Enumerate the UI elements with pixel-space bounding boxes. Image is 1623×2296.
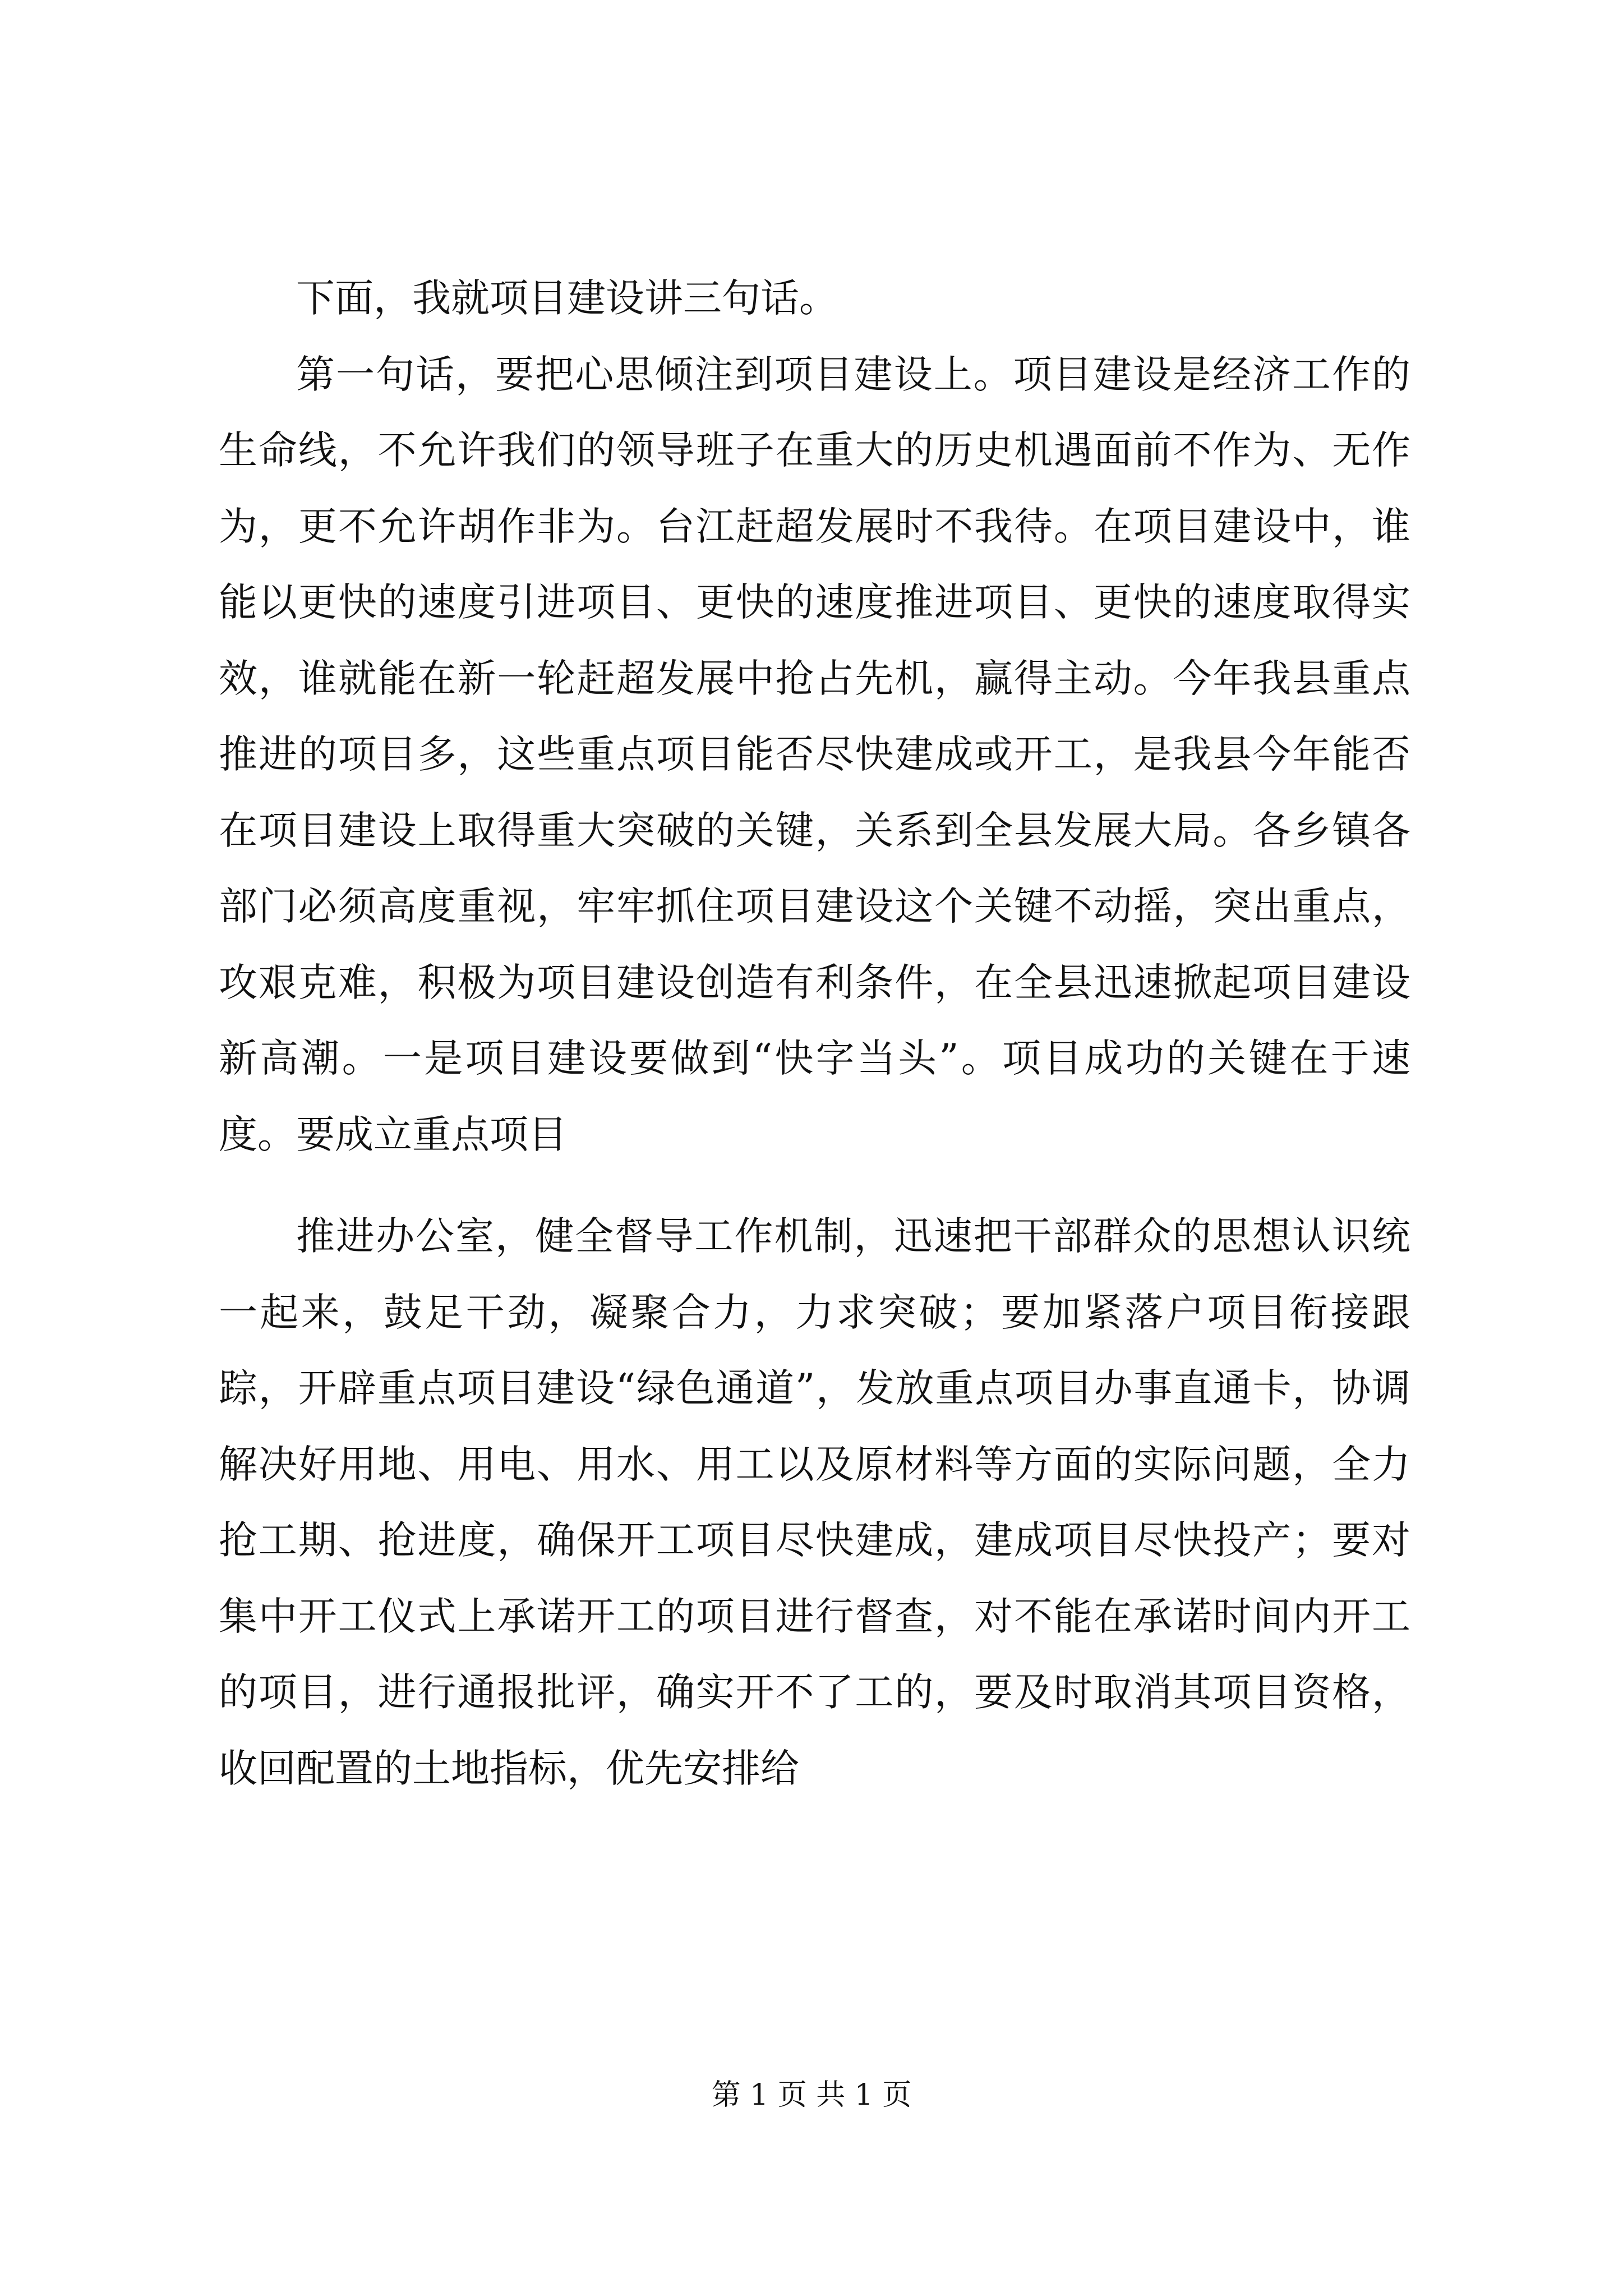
paragraph-intro: 下面，我就项目建设讲三句话。 bbox=[296, 276, 838, 321]
document-body bbox=[219, 261, 1410, 1807]
paragraph-first-point: 第一句话，要把心思倾注到项目建设上。项目建设是经济工作的生命线，不允许我们的领导班子在重大的历史机遇面前不作为、无作为，更不允许胡作非为。台江赶超发展时不我待。在项目建设中，谁能以更快的速度引进项目、更快的速度推进项目、更快的速度取得实效，谁就能在新一轮赶超发展中抢占先机，赢得主动。今年我县重点推进的项目多，这些重点项目能否尽快建成或开工，是我县今年能否在项目建设上取得重大突破的关键，关系到全县发展大局。各乡镇各部门必须高度重视，牢牢抓住项目建设这个关键不动摇，突出重点，攻艰克难，积极为项目建设创造有利条件，在全县迅速掀起项目建设新高潮。一是项目建设要做到“快字当头”。项目成功的关键在于速度。要成立重点项目 bbox=[219, 352, 1410, 1157]
page-number-footer: 第 1 页 共 1 页 bbox=[711, 2078, 912, 2112]
paragraph-continuation: 推进办公室，健全督导工作机制，迅速把干部群众的思想认识统一起来，鼓足干劲，凝聚合力，力求突破；要加紧落户项目衔接跟踪，开辟重点项目建设“绿色通道”，发放重点项目办事直通卡，协调解决好用地、用电、用水、用工以及原材料等方面的实际问题，全力抢工期、抢进度，确保开工项目尽快建成，建成项目尽快投产；要对集中开工仪式上承诺开工的项目进行督查，对不能在承诺时间内开工的项目，进行通报批评，确实开不了工的，要及时取消其项目资格，收回配置的土地指标，优先安排给 bbox=[219, 1214, 1410, 1791]
